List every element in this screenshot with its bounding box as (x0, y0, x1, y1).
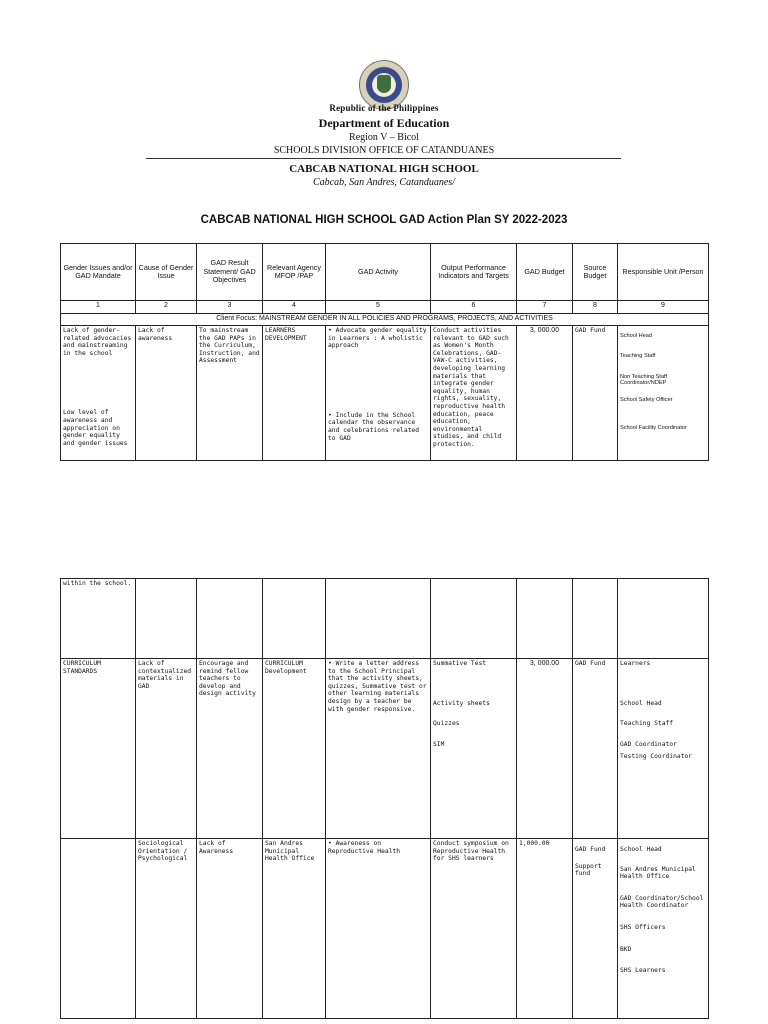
output-item: Activity sheets (433, 699, 490, 707)
column-number: 6 (431, 301, 517, 314)
cause-cell: Lack of contextualized materials in GAD (136, 659, 197, 839)
activity-a: • Advocate gender equality in Learners : A wholistic approach (328, 327, 427, 350)
responsible-cell (618, 839, 709, 1019)
client-focus: Client Focus: MAINSTREAM GENDER IN ALL POLICIES AND PROGRAMS, PROJECTS, AND ACTIVITIES (61, 314, 709, 326)
responsible-item: SHS Officers (620, 923, 666, 931)
page-title: CABCAB NATIONAL HIGH SCHOOL GAD Action Plan SY 2022-2023 (200, 214, 568, 226)
responsible-item: SHS Learners (620, 967, 666, 975)
region-line: Region V – Bicol (349, 132, 419, 143)
objective-cell: Lack of Awareness (197, 839, 263, 1019)
responsible-item: School Head (620, 333, 653, 339)
source-cell (573, 839, 618, 1019)
agency-cell: LEARNERS DEVELOPMENT (263, 326, 326, 461)
responsible-item: School Safety Officer (620, 396, 673, 403)
agency-cell: San Andres Municipal Health Office (263, 839, 326, 1019)
responsible-item: School Head (620, 846, 662, 853)
output-item: Summative Test (433, 660, 487, 667)
responsible-item: School Head (620, 699, 662, 707)
output-cell: Conduct symposium on Reproductive Health for SHS learners (431, 839, 517, 1019)
column-header: Source Budget (573, 244, 618, 301)
column-number-row (61, 301, 709, 314)
column-number: 5 (326, 301, 431, 314)
school-address: Cabcab, San Andres, Catanduanes/ (313, 177, 455, 188)
responsible-item: Learners (620, 660, 651, 667)
output-cell: Conduct activities relevant to GAD such as Women's Month Celebrations, GAD-VAW-C activities, developing learning materials that integrate gender equality, human rights, sexuality, reproductive health education, peace education, environmental studies, and child protection. (431, 326, 517, 461)
cause-cell: Sociological Orientation / Psychological (136, 839, 197, 1019)
agency-cell: CURRICULUM Development (263, 659, 326, 839)
responsible-item: GAD Coordinator/School Health Coordinator (620, 894, 704, 910)
column-number: 7 (517, 301, 573, 314)
gender-issue-b: Low level of awareness and appreciation on gender equality and gender issues (63, 409, 128, 447)
department-line: Department of Education (318, 116, 450, 130)
gender-issue-cell: CURRICULUM STANDARDS (61, 659, 136, 839)
output-cell (431, 659, 517, 839)
responsible-item: San Andres Municipal Health Office (620, 865, 696, 881)
output-item: SIM (433, 740, 445, 748)
column-header: Relevant Agency MFOP /PAP (263, 244, 326, 301)
gender-issue-a: Lack of gender-related advocacies and mainstreaming in the school (63, 327, 132, 357)
column-number: 4 (263, 301, 326, 314)
activity-b: • Include in the School calendar the observance and celebrations related to GAD (328, 411, 419, 442)
school-name: CABCAB NATIONAL HIGH SCHOOL (289, 163, 479, 175)
column-header: GAD Activity (326, 244, 431, 301)
objective-cell: To mainstream the GAD PAPs in the Curriculum, Instruction, and Assessment (197, 326, 263, 461)
gender-issue-cell (61, 326, 136, 461)
gender-issue-cell (61, 839, 136, 1019)
column-header: Output Performance Indicators and Targets (431, 244, 517, 301)
header-divider (146, 158, 621, 159)
table-row (61, 579, 709, 659)
republic-line: Republic of the Philippines (329, 103, 439, 113)
responsible-cell (618, 659, 709, 839)
gad-action-plan-table-continued (60, 578, 709, 1019)
column-number: 8 (573, 301, 618, 314)
column-number: 9 (618, 301, 709, 314)
column-header: Responsible Unit /Person (618, 244, 709, 301)
column-header: GAD Budget (517, 244, 573, 301)
budget-cell: 3, 000.00 (517, 659, 573, 839)
column-number: 2 (136, 301, 197, 314)
column-number: 3 (197, 301, 263, 314)
responsible-item: Teaching Staff (620, 353, 656, 360)
activity-cell: • Awareness on Reproductive Health (326, 839, 431, 1019)
source-item: Support fund (575, 862, 602, 878)
responsible-item: BKD (620, 945, 632, 953)
cause-cell: Lack of awareness (136, 326, 197, 461)
objective-cell: Encourage and remind fellow teachers to develop and design activity (197, 659, 263, 839)
division-line: SCHOOLS DIVISION OFFICE OF CATANDUANES (273, 145, 495, 156)
budget-cell: 3, 000.00 (517, 326, 573, 461)
column-number: 1 (61, 301, 136, 314)
source-item: GAD Fund (575, 846, 606, 853)
source-cell: GAD Fund (573, 326, 618, 461)
activity-cell: • Write a letter address to the School Principal that the activity sheets, quizzes, Summative test or other learning materials design by a teacher be with gender responsive. (326, 659, 431, 839)
gender-issue-cont: within the school. (61, 579, 136, 659)
column-header: GAD Result Statement/ GAD Objectives (197, 244, 263, 301)
client-focus-row (61, 314, 709, 326)
output-item: Quizzes (433, 720, 460, 728)
responsible-item: Teaching Staff (620, 720, 674, 728)
responsible-item: Testing Coordinator (620, 753, 693, 761)
table-row (61, 326, 709, 461)
responsible-cell (618, 326, 709, 461)
column-header: Gender Issues and/or GAD Mandate (61, 244, 136, 301)
budget-cell: 1,000.00 (517, 839, 573, 1019)
table-row (61, 839, 709, 1019)
column-header: Cause of Gender Issue (136, 244, 197, 301)
table-row (61, 659, 709, 839)
source-cell: GAD Fund (573, 659, 618, 839)
responsible-item: GAD Coordinator (620, 740, 677, 748)
responsible-item: Non Teaching Staff Coordinator/NDEP (620, 373, 668, 387)
table-header-row (61, 244, 709, 301)
gad-action-plan-table (60, 243, 709, 461)
responsible-item: School Facility Coordinator (620, 425, 687, 432)
activity-cell (326, 326, 431, 461)
